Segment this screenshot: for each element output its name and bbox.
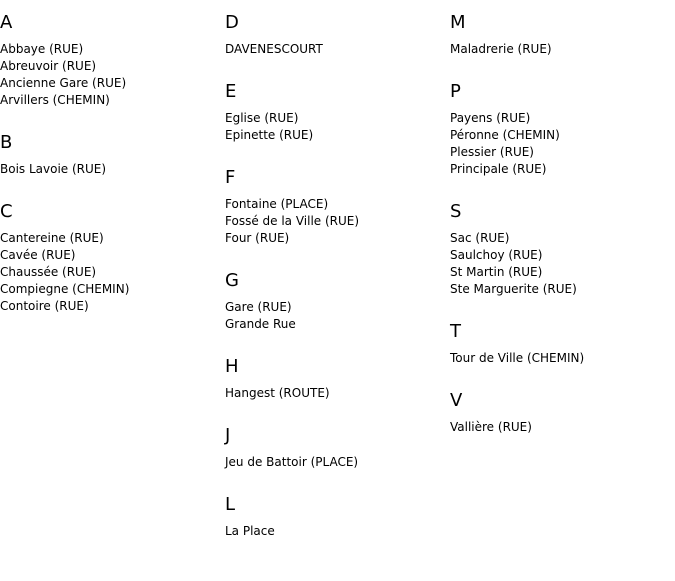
street-link[interactable]: St Martin (RUE) (450, 265, 543, 279)
street-list (450, 41, 665, 58)
street-link[interactable]: Ste Marguerite (RUE) (450, 282, 577, 296)
street-link[interactable]: Eglise (RUE) (225, 111, 299, 125)
section-letter-heading: B (0, 132, 13, 153)
letter-section (225, 81, 440, 167)
street-link[interactable]: DAVENESCOURT (225, 42, 323, 56)
section-letter-heading: H (225, 356, 239, 377)
section-spacer (0, 178, 215, 201)
street-link[interactable]: Ancienne Gare (RUE) (0, 76, 127, 90)
street-link[interactable]: Epinette (RUE) (225, 128, 314, 142)
section-spacer (0, 109, 215, 132)
street-link[interactable]: Four (RUE) (225, 231, 290, 245)
section-letter-heading: L (225, 494, 236, 515)
letter-section (0, 201, 215, 315)
letter-section (0, 12, 215, 132)
street-link[interactable]: Bois Lavoie (RUE) (0, 162, 107, 176)
street-link[interactable]: Plessier (RUE) (450, 145, 534, 159)
section-letter-heading: P (450, 81, 461, 102)
street-link[interactable]: Jeu de Battoir (PLACE) (225, 455, 359, 469)
section-letter-heading: M (450, 12, 466, 33)
section-spacer (450, 367, 665, 390)
street-link[interactable]: Saulchoy (RUE) (450, 248, 543, 262)
letter-section (225, 425, 440, 494)
section-letter-heading: J (225, 425, 231, 446)
street-list (225, 523, 440, 540)
street-link[interactable]: Payens (RUE) (450, 111, 531, 125)
street-link[interactable]: Cantereine (RUE) (0, 231, 104, 245)
section-letter-heading: G (225, 270, 239, 291)
section-spacer (450, 178, 665, 201)
letter-section (450, 12, 665, 81)
section-letter-heading: V (450, 390, 463, 411)
street-link[interactable]: Cavée (RUE) (0, 248, 76, 262)
section-letter-heading: A (0, 12, 13, 33)
street-link[interactable]: Arvillers (CHEMIN) (0, 93, 110, 107)
letter-section (450, 390, 665, 436)
street-index-column-2 (225, 12, 440, 540)
street-index-column-1 (0, 12, 215, 315)
street-list (450, 350, 665, 367)
letter-section (450, 201, 665, 321)
section-letter-heading: T (450, 321, 461, 342)
street-index-column-3 (450, 12, 665, 436)
street-list (450, 230, 665, 298)
letter-section (225, 167, 440, 270)
section-letter-heading: S (450, 201, 462, 222)
street-link[interactable]: Fossé de la Ville (RUE) (225, 214, 360, 228)
letter-section (450, 321, 665, 390)
section-spacer (225, 402, 440, 425)
street-link[interactable]: Abreuvoir (RUE) (0, 59, 97, 73)
section-spacer (225, 58, 440, 81)
section-spacer (450, 298, 665, 321)
street-link[interactable]: Péronne (CHEMIN) (450, 128, 560, 142)
street-link[interactable]: La Place (225, 524, 275, 538)
street-list (225, 299, 440, 333)
letter-section (450, 81, 665, 201)
letter-section (225, 270, 440, 356)
section-spacer (450, 58, 665, 81)
street-link[interactable]: Maladrerie (RUE) (450, 42, 552, 56)
street-link[interactable]: Gare (RUE) (225, 300, 292, 314)
section-letter-heading: D (225, 12, 239, 33)
street-link[interactable]: Abbaye (RUE) (0, 42, 84, 56)
section-spacer (225, 247, 440, 270)
street-list (225, 110, 440, 144)
street-list (0, 41, 215, 109)
section-letter-heading: E (225, 81, 237, 102)
section-spacer (225, 144, 440, 167)
street-list (225, 41, 440, 58)
street-link[interactable]: Grande Rue (225, 317, 296, 331)
street-link[interactable]: Compiegne (CHEMIN) (0, 282, 130, 296)
street-link[interactable]: Fontaine (PLACE) (225, 197, 329, 211)
street-list (0, 230, 215, 315)
street-list (225, 196, 440, 247)
street-link[interactable]: Tour de Ville (CHEMIN) (450, 351, 585, 365)
street-link[interactable]: Sac (RUE) (450, 231, 510, 245)
letter-section (225, 356, 440, 425)
section-spacer (225, 333, 440, 356)
letter-section (225, 12, 440, 81)
section-letter-heading: F (225, 167, 236, 188)
letter-section (225, 494, 440, 540)
street-link[interactable]: Chaussée (RUE) (0, 265, 97, 279)
street-link[interactable]: Principale (RUE) (450, 162, 547, 176)
section-spacer (225, 471, 440, 494)
section-letter-heading: C (0, 201, 13, 222)
street-list (0, 161, 215, 178)
street-link[interactable]: Contoire (RUE) (0, 299, 89, 313)
street-list (450, 110, 665, 178)
street-list (450, 419, 665, 436)
letter-section (0, 132, 215, 201)
street-link[interactable]: Hangest (ROUTE) (225, 386, 330, 400)
street-list (225, 454, 440, 471)
street-link[interactable]: Vallière (RUE) (450, 420, 532, 434)
street-list (225, 385, 440, 402)
